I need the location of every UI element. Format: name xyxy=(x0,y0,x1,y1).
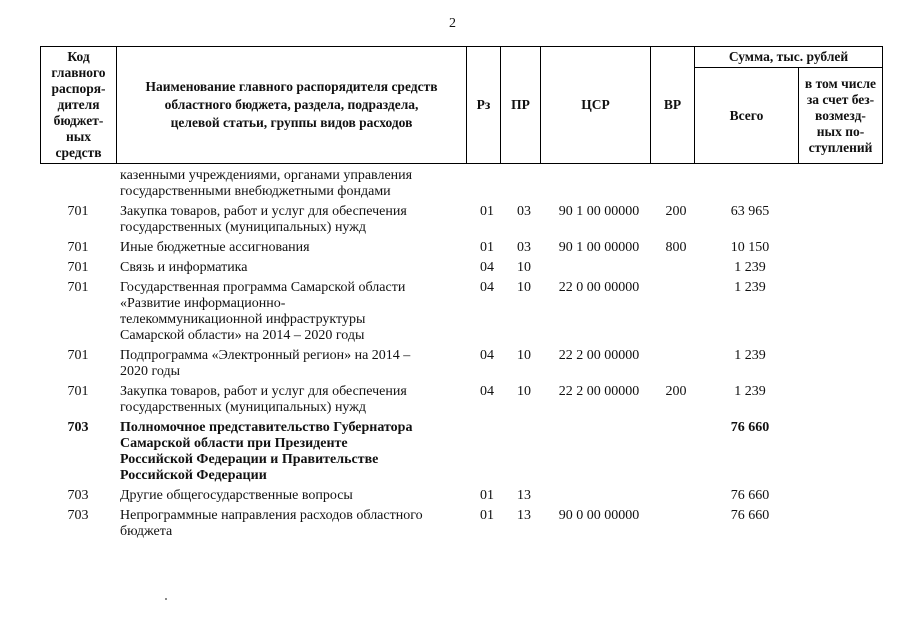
header-code-line: Код xyxy=(67,49,90,64)
header-total: Всего xyxy=(695,68,799,164)
row-total: 76 660 xyxy=(730,488,770,503)
header-code-line: дителя xyxy=(57,97,100,112)
table-row xyxy=(40,260,885,276)
page-number: 2 xyxy=(449,16,456,31)
row-name-line: Иные бюджетные ассигнования xyxy=(120,240,310,255)
header-free-line: возмезд- xyxy=(815,107,866,123)
header-name xyxy=(117,47,467,164)
header-vr: ВР xyxy=(651,47,695,164)
row-name-line: бюджета xyxy=(120,524,173,539)
row-csr: 22 2 00 00000 xyxy=(558,384,640,399)
header-sum-title: Сумма, тыс. рублей xyxy=(695,47,883,68)
row-name xyxy=(116,204,470,236)
row-csr: 90 1 00 00000 xyxy=(558,240,640,255)
row-name-line: государственных (муниципальных) нужд xyxy=(120,220,367,235)
row-name-line: Государственная программа Самарской области xyxy=(120,280,406,295)
header-free-line: за счет без- xyxy=(806,91,875,107)
row-vr: 200 xyxy=(665,384,687,399)
row-vr: 200 xyxy=(665,204,687,219)
row-name-line: Другие общегосударственные вопросы xyxy=(120,488,353,503)
row-pr: 13 xyxy=(517,488,531,503)
table-row xyxy=(40,240,885,256)
row-name-line: Российской Федерации xyxy=(120,468,267,483)
header-name-line: областного бюджета, раздела, подраздела, xyxy=(164,97,419,112)
row-csr: 90 0 00 00000 xyxy=(558,508,640,523)
table-row xyxy=(40,168,885,200)
row-pr: 10 xyxy=(517,260,531,275)
header-free-line: ступлений xyxy=(808,139,873,155)
row-code: 703 xyxy=(67,420,89,435)
row-name-line: Непрограммные направления расходов областного xyxy=(120,508,423,523)
row-code: 701 xyxy=(67,240,89,255)
row-code: 701 xyxy=(67,384,89,399)
row-pr: 03 xyxy=(517,240,531,255)
table-row xyxy=(40,204,885,236)
row-code: 703 xyxy=(67,488,89,503)
row-csr: 22 2 00 00000 xyxy=(558,348,640,363)
row-rz: 04 xyxy=(480,260,494,275)
row-name xyxy=(116,384,470,416)
row-name-line: «Развитие информационно- xyxy=(120,296,286,311)
table-row xyxy=(40,488,885,504)
row-csr: 90 1 00 00000 xyxy=(558,204,640,219)
row-code: 701 xyxy=(67,348,89,363)
row-total: 1 239 xyxy=(734,260,766,275)
table-body xyxy=(40,168,885,544)
row-name-line: Российской Федерации и Правительстве xyxy=(120,452,379,467)
row-name-line: Закупка товаров, работ и услуг для обеспечения xyxy=(120,204,407,219)
row-name xyxy=(116,420,470,484)
table-row xyxy=(40,280,885,344)
row-rz: 01 xyxy=(480,240,494,255)
row-name xyxy=(116,488,470,504)
table-row xyxy=(40,508,885,540)
row-name-line: Связь и информатика xyxy=(120,260,248,275)
row-name xyxy=(116,168,470,200)
header-code-line: средств xyxy=(55,145,102,160)
row-csr: 22 0 00 00000 xyxy=(558,280,640,295)
header-free-line: ных по- xyxy=(816,123,865,139)
header-free xyxy=(799,68,883,164)
row-total: 1 239 xyxy=(734,280,766,295)
row-name xyxy=(116,508,470,540)
header-code-line: ных xyxy=(65,129,92,144)
row-rz: 01 xyxy=(480,204,494,219)
row-vr: 800 xyxy=(665,240,687,255)
row-pr: 10 xyxy=(517,348,531,363)
row-code: 701 xyxy=(67,280,89,295)
row-total: 1 239 xyxy=(734,384,766,399)
row-rz: 04 xyxy=(480,384,494,399)
table-row xyxy=(40,384,885,416)
row-name xyxy=(116,240,470,256)
row-pr: 10 xyxy=(517,280,531,295)
row-code: 701 xyxy=(67,260,89,275)
header-code xyxy=(41,47,117,164)
row-pr: 03 xyxy=(517,204,531,219)
row-rz: 04 xyxy=(480,348,494,363)
row-rz: 04 xyxy=(480,280,494,295)
header-pr: ПР xyxy=(501,47,541,164)
row-name-line: Полномочное представительство Губернатора xyxy=(120,420,413,435)
row-total: 76 660 xyxy=(730,420,770,435)
header-rz: Рз xyxy=(467,47,501,164)
row-name xyxy=(116,348,470,380)
header-code-line: главного xyxy=(51,65,106,80)
row-pr: 10 xyxy=(517,384,531,399)
header-code-line: бюджет- xyxy=(53,113,104,128)
row-name-line: государственных (муниципальных) нужд xyxy=(120,400,367,415)
scan-speck xyxy=(165,598,167,600)
header-name-line: Наименование главного распорядителя средств xyxy=(145,79,438,94)
row-code: 703 xyxy=(67,508,89,523)
row-name-line: Самарской области» на 2014 – 2020 годы xyxy=(120,328,365,343)
row-name-line: Закупка товаров, работ и услуг для обеспечения xyxy=(120,384,407,399)
table-header xyxy=(40,46,883,164)
row-total: 1 239 xyxy=(734,348,766,363)
row-total: 10 150 xyxy=(730,240,770,255)
row-name-line: казенными учреждениями, органами управления xyxy=(120,168,413,183)
header-name-line: целевой статьи, группы видов расходов xyxy=(170,115,413,130)
row-name xyxy=(116,280,470,344)
row-total: 76 660 xyxy=(730,508,770,523)
row-name-line: Подпрограмма «Электронный регион» на 2014 – xyxy=(120,348,411,363)
row-name-line: телекоммуникационной инфраструктуры xyxy=(120,312,366,327)
row-name-line: государственными внебюджетными фондами xyxy=(120,184,391,199)
row-rz: 01 xyxy=(480,508,494,523)
header-csr: ЦСР xyxy=(541,47,651,164)
row-name-line: Самарской области при Президенте xyxy=(120,436,348,451)
row-name-line: 2020 годы xyxy=(120,364,181,379)
row-code: 701 xyxy=(67,204,89,219)
header-code-line: распоря- xyxy=(51,81,106,96)
row-pr: 13 xyxy=(517,508,531,523)
table-row xyxy=(40,348,885,380)
table-row xyxy=(40,420,885,484)
header-free-line: в том числе xyxy=(804,75,877,91)
row-total: 63 965 xyxy=(730,204,770,219)
row-name xyxy=(116,260,470,276)
row-rz: 01 xyxy=(480,488,494,503)
